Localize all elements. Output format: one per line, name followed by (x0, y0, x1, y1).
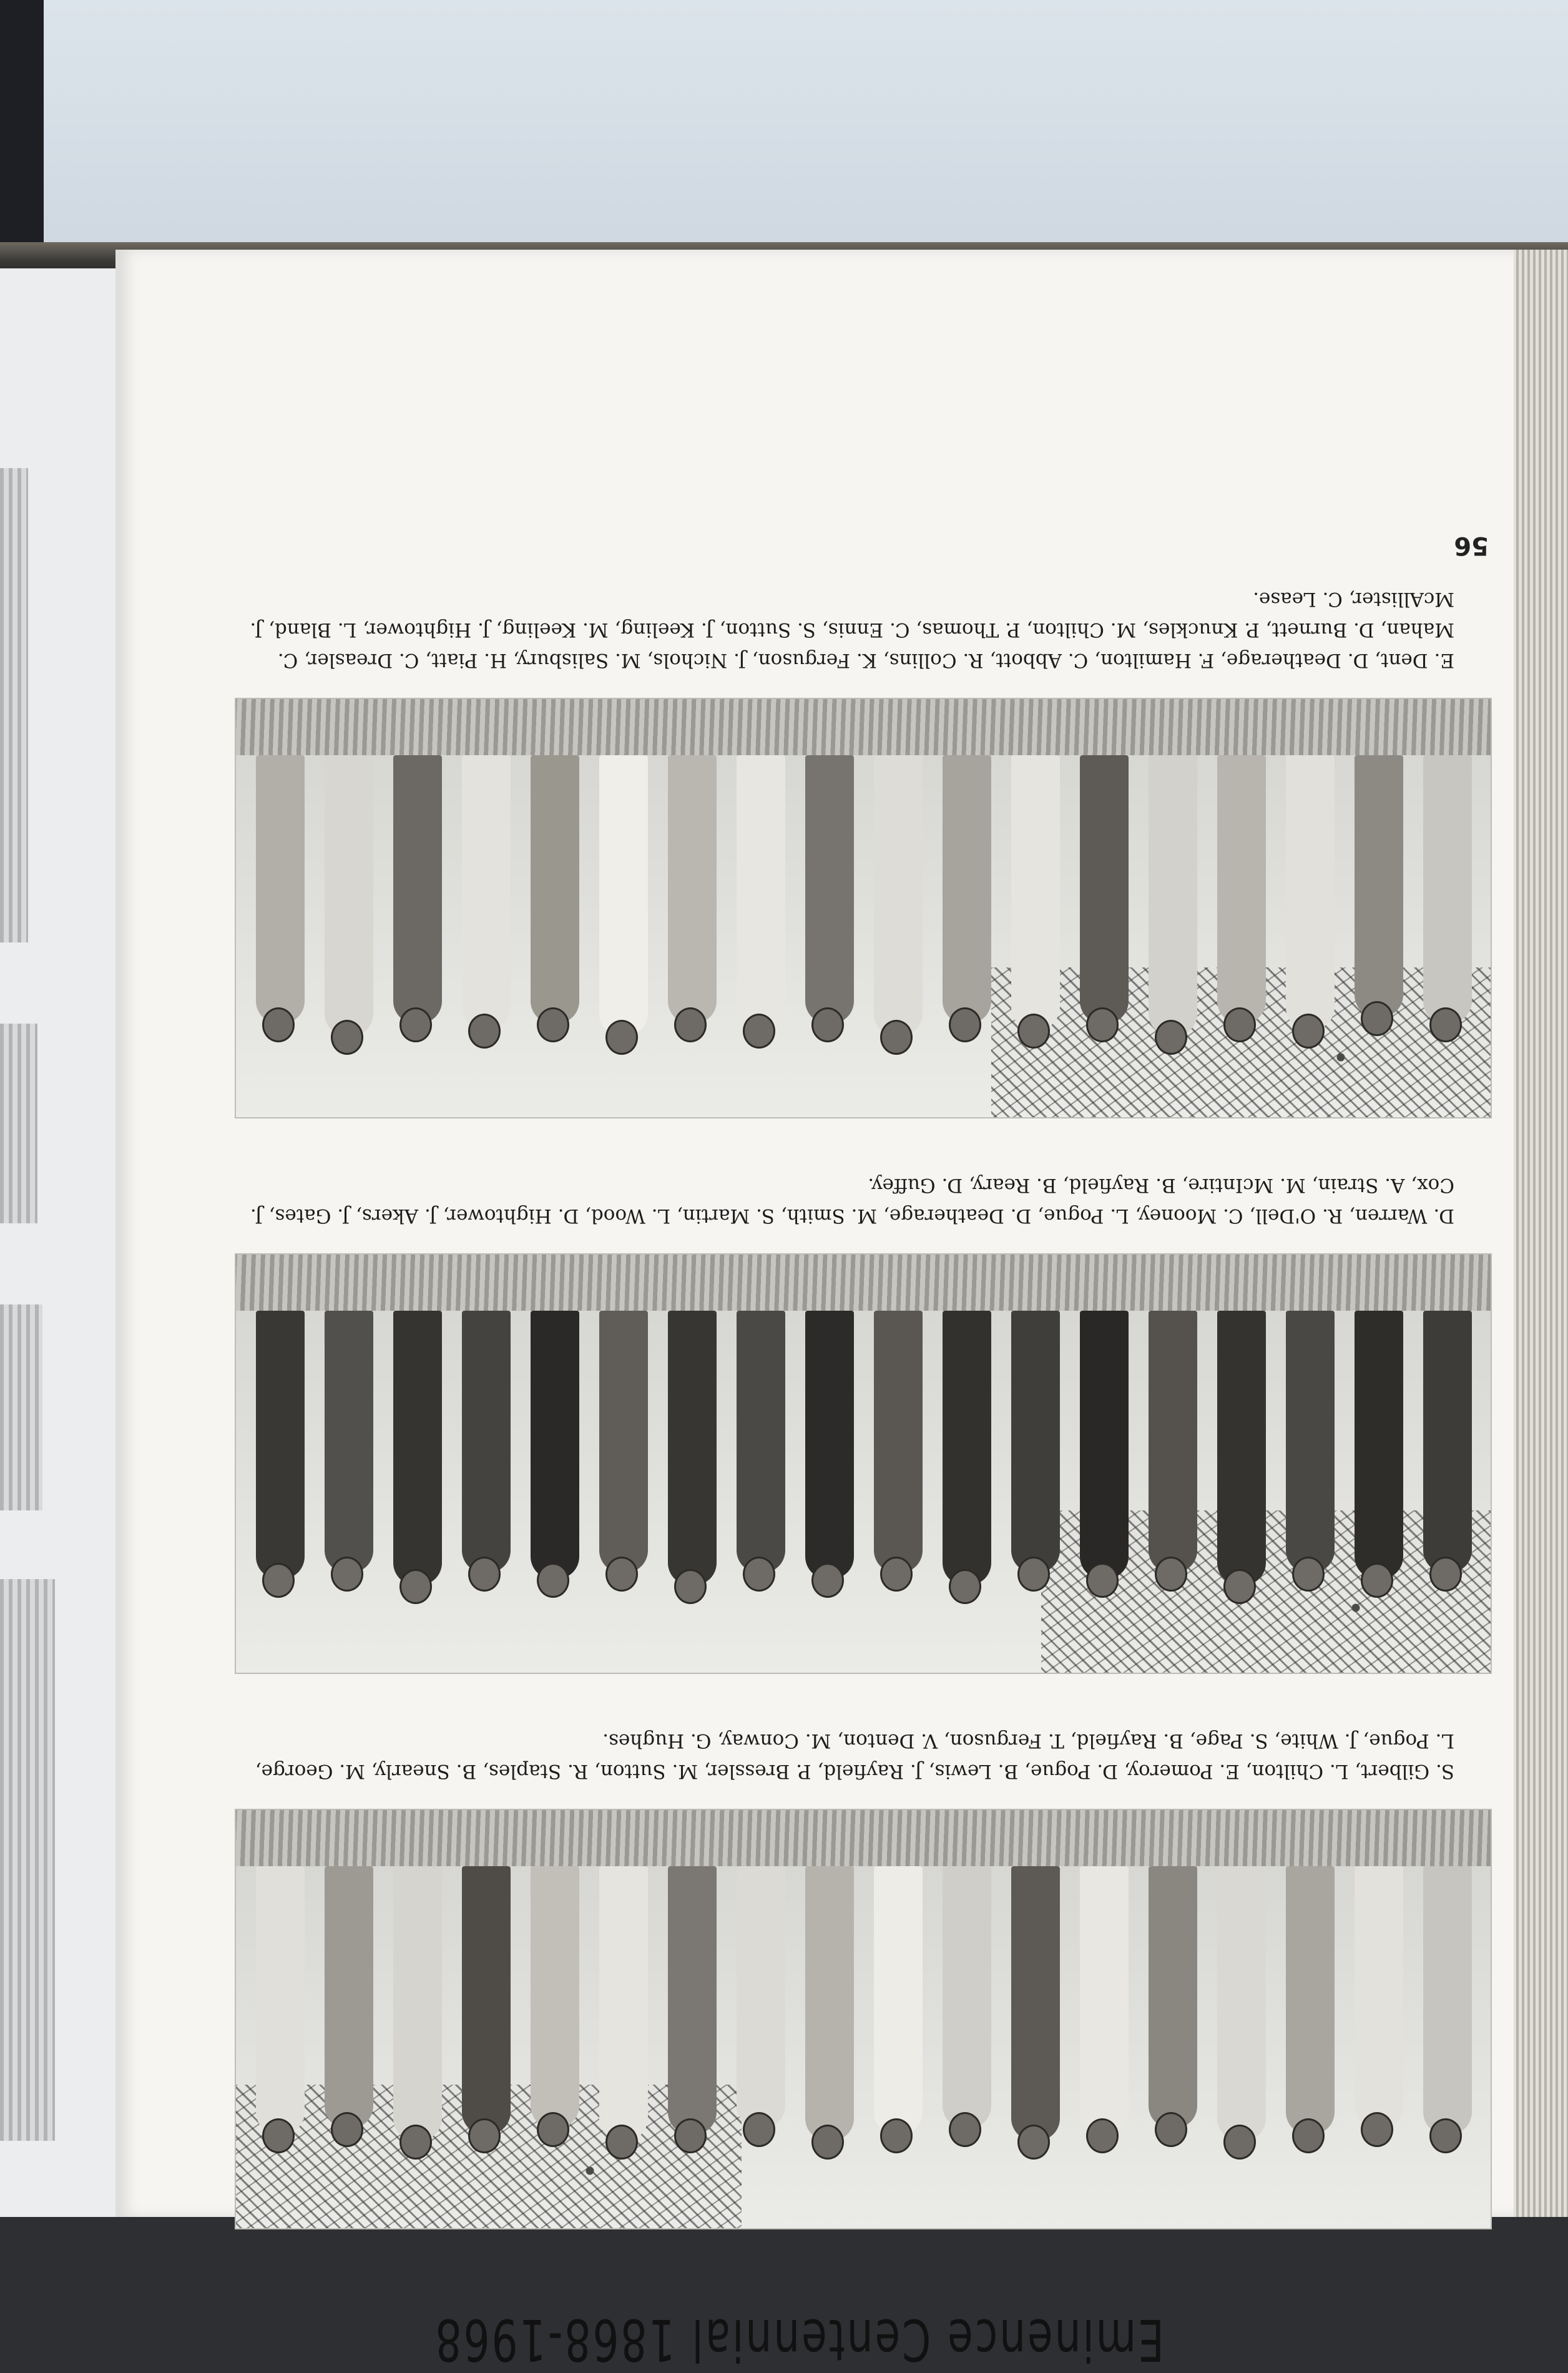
facing-page-photo (0, 1579, 55, 2141)
person (668, 1866, 717, 2135)
person (256, 755, 305, 1024)
person (1149, 1311, 1197, 1573)
photo-ground (236, 699, 1491, 755)
person (1355, 1866, 1403, 2128)
person (943, 1311, 991, 1585)
page-number: 56 (1454, 531, 1489, 560)
person (737, 1866, 785, 2128)
person (531, 1866, 579, 2128)
person (1080, 1866, 1129, 2135)
photo-ground (236, 1810, 1491, 1866)
person (1423, 1311, 1472, 1573)
person (1286, 755, 1335, 1030)
person (874, 1311, 923, 1573)
group-photo (235, 698, 1492, 1118)
person (737, 755, 785, 1030)
person (668, 1311, 717, 1585)
person (599, 1311, 648, 1573)
person (1355, 1311, 1403, 1579)
person (393, 1866, 442, 2141)
person (668, 755, 717, 1024)
facing-page-photo (0, 1304, 42, 1510)
person (1011, 755, 1060, 1030)
person (462, 755, 511, 1030)
person (325, 755, 373, 1036)
yearbook-page (115, 250, 1514, 2373)
person (1423, 1866, 1472, 2135)
person (1217, 1311, 1266, 1585)
group-photo (235, 1809, 1492, 2229)
photo-ground (236, 1255, 1491, 1311)
person (325, 1311, 373, 1573)
person (1149, 755, 1197, 1036)
facing-page (0, 268, 127, 2217)
person (737, 1311, 785, 1573)
person (1217, 755, 1266, 1024)
group-photo (235, 1253, 1492, 1674)
page-stack-edge (1511, 250, 1568, 2217)
person (531, 755, 579, 1024)
person (393, 1311, 442, 1585)
scan-background (44, 0, 1568, 247)
person (805, 755, 854, 1024)
person (1355, 755, 1403, 1017)
person (943, 1866, 991, 2128)
facing-page-photo (0, 1024, 37, 1223)
person (805, 1311, 854, 1579)
photo-caption: E. Dent, D. Deatherage, F. Hamilton, C. Abbott, R. Collins, K. Ferguson, J. Nichols, M. Salisbury, H. Piatt, C. Dreasler, C. Mahan, D. Burnett, P. Knuckles, M. Chilton, P. Thomas, C. Ennis, S. Sutton, J. Keeling, M. Keeling, J. Hightower, L. Bland, J. McAllister, C. Lease. (250, 588, 1454, 672)
person (1080, 755, 1129, 1024)
person (805, 1866, 854, 2141)
person (1011, 1866, 1060, 2141)
person (1286, 1866, 1335, 2135)
person (874, 1866, 923, 2135)
page-title: Eminence Centennial 1868-1968 (433, 2306, 1164, 2373)
person (256, 1866, 305, 2135)
person (393, 755, 442, 1024)
facing-page-photo (0, 468, 28, 942)
person (256, 1311, 305, 1579)
person (1080, 1311, 1129, 1579)
person (462, 1866, 511, 2135)
photo-caption: S. Gilbert, L. Chilton, E. Pomeroy, D. Pogue, B. Lewis, J. Rayfield, P. Bressler, M. Sutton, R. Staples, B. Snearly, M. George, L. Pogue, J. White, S. Page, B. Rayfield, T. Ferguson, V. Denton, M. Conway, G. Hughes. (255, 1730, 1454, 1783)
person (1149, 1866, 1197, 2128)
person (1423, 755, 1472, 1024)
person (943, 755, 991, 1024)
background-edge (0, 0, 44, 268)
person (1217, 1866, 1266, 2141)
person (599, 1866, 648, 2141)
photo-caption: D. Warren, R. O'Dell, C. Mooney, L. Pogue, D. Deatherage, M. Smith, S. Martin, L. Wood, D. Hightower, J. Akers, J. Gates, J. Cox, A. Strain, M. McIntire, B. Rayfield, B. Reary, D. Guffey. (250, 1174, 1454, 1227)
person (462, 1311, 511, 1573)
person (1011, 1311, 1060, 1573)
person (531, 1311, 579, 1579)
person (599, 755, 648, 1036)
person (1286, 1311, 1335, 1573)
page-content-inverted (115, 250, 1514, 2373)
person (325, 1866, 373, 2128)
person (874, 755, 923, 1036)
